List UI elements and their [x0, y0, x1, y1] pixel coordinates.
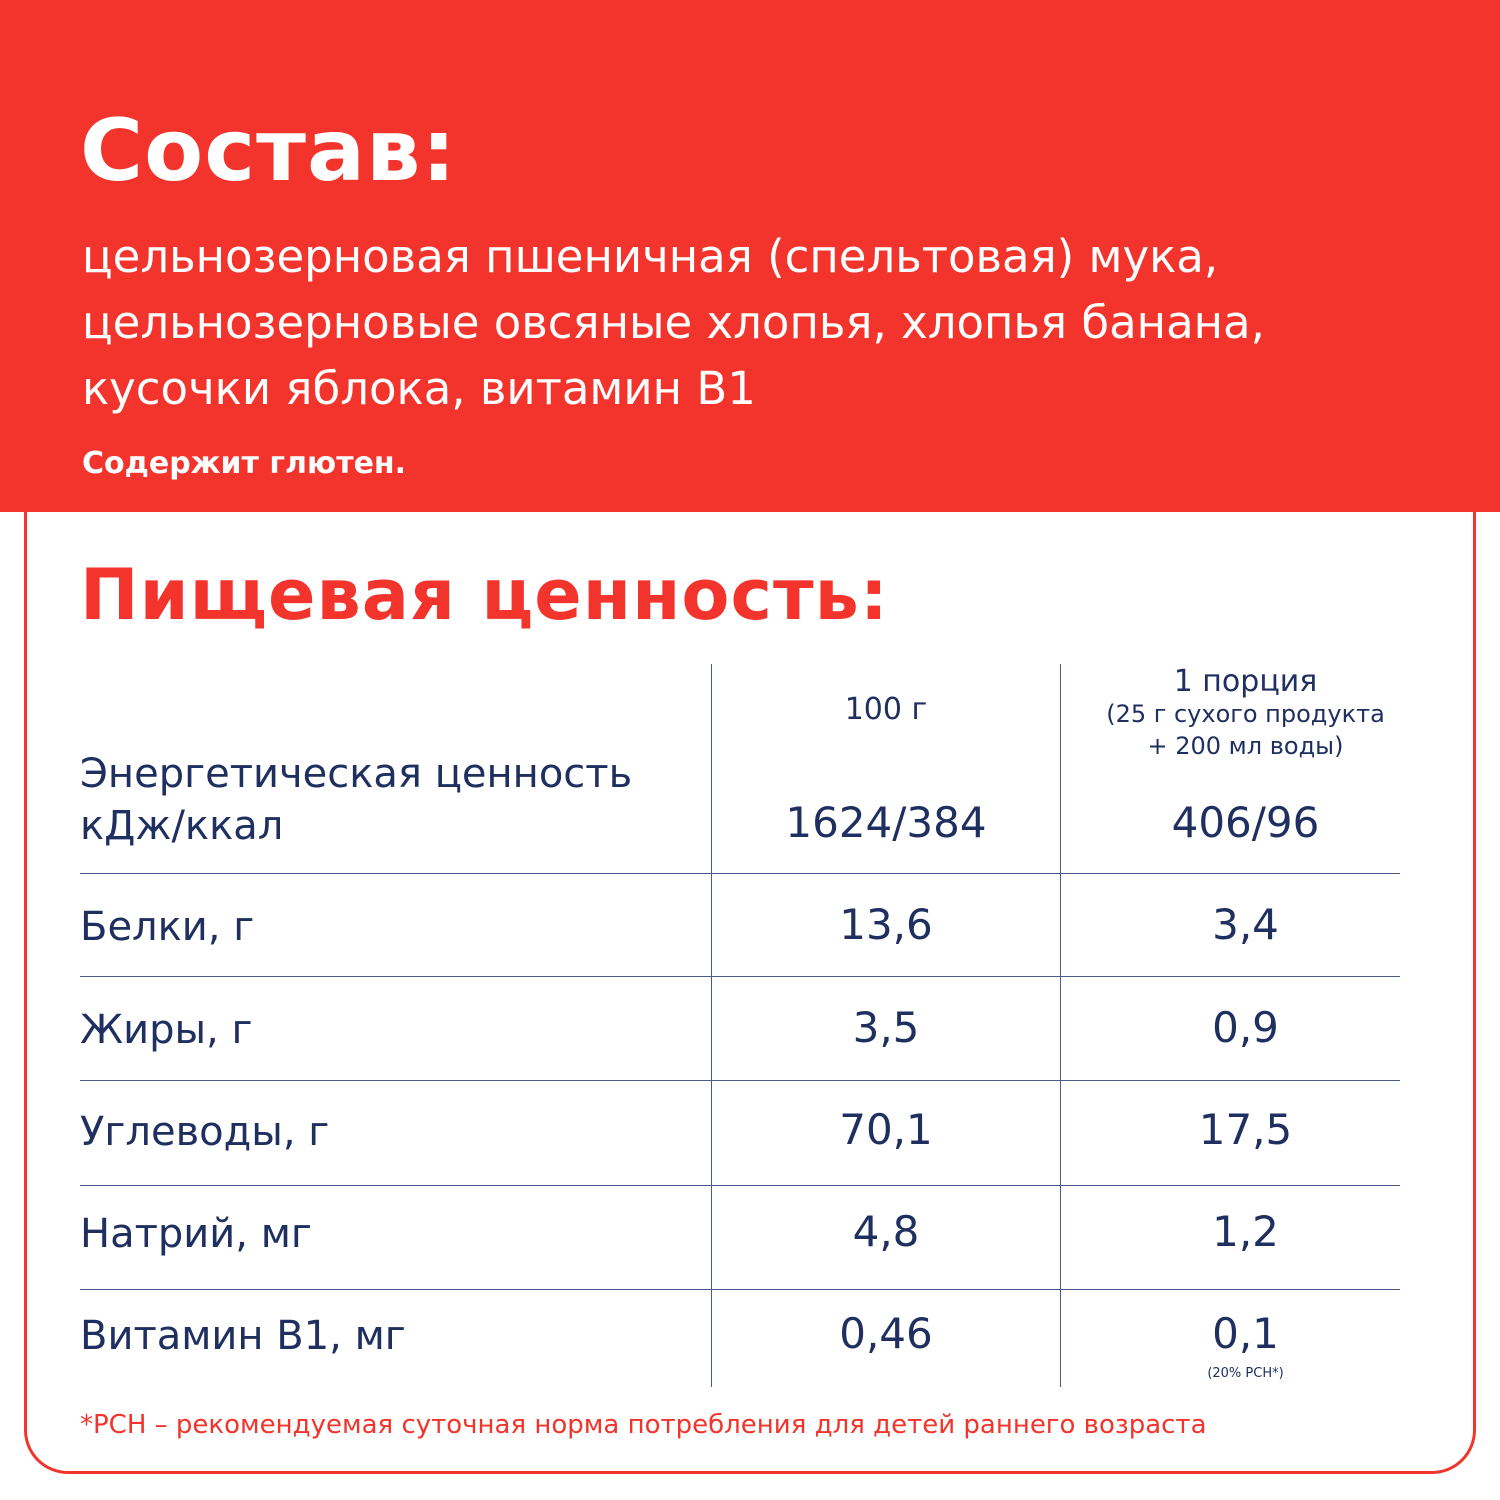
value-per-100: 70,1 — [839, 1105, 933, 1154]
row-label-fat: Жиры, г — [80, 1007, 253, 1053]
value-per-100: 4,8 — [852, 1207, 920, 1256]
row-label-energy: Энергетическая ценность — [80, 751, 633, 797]
value-per-100: 3,5 — [852, 1003, 920, 1052]
column-header-per-portion: 1 порция — [1173, 664, 1318, 699]
row-label-sodium: Натрий, мг — [80, 1211, 312, 1257]
row-divider — [80, 873, 1400, 874]
value-per-portion: 1,2 — [1212, 1207, 1279, 1256]
ingredients-line: цельнозерновые овсяные хлопья, хлопья банана, — [82, 296, 1265, 349]
row-label-carbohydrates: Углеводы, г — [80, 1109, 330, 1155]
value-per-portion: 0,9 — [1212, 1003, 1279, 1052]
row-divider — [80, 976, 1400, 977]
row-label-energy-unit: кДж/ккал — [80, 803, 284, 849]
row-label-protein: Белки, г — [80, 904, 255, 950]
column-header-per-100: 100 г — [844, 692, 928, 727]
composition-title: Состав: — [80, 101, 457, 201]
value-per-portion: 0,1 — [1212, 1309, 1279, 1358]
column-header-portion-note: (25 г сухого продукта — [1106, 700, 1385, 728]
column-header-portion-note: + 200 мл воды) — [1147, 732, 1344, 760]
value-per-portion: 406/96 — [1171, 798, 1320, 847]
allergen-notice: Содержит глютен. — [82, 446, 407, 481]
nutrition-title: Пищевая ценность: — [80, 554, 889, 636]
footnote: *РСН – рекомендуемая суточная норма потребления для детей раннего возраста — [80, 1410, 1207, 1440]
rsn-note: (20% РСН*) — [1207, 1366, 1284, 1381]
value-per-100: 0,46 — [839, 1309, 933, 1358]
ingredients-text — [82, 224, 1442, 422]
ingredients-line: кусочки яблока, витамин B1 — [82, 362, 756, 415]
row-label-vitamin-b1: Витамин B1, мг — [80, 1313, 406, 1359]
value-per-100: 1624/384 — [785, 798, 987, 847]
value-per-portion: 3,4 — [1212, 900, 1279, 949]
row-divider — [80, 1185, 1400, 1186]
value-per-portion: 17,5 — [1198, 1105, 1293, 1154]
row-divider — [80, 1289, 1400, 1290]
value-per-100: 13,6 — [839, 900, 933, 949]
row-divider — [80, 1080, 1400, 1081]
ingredients-line: цельнозерновая пшеничная (спельтовая) мука, — [82, 230, 1219, 283]
